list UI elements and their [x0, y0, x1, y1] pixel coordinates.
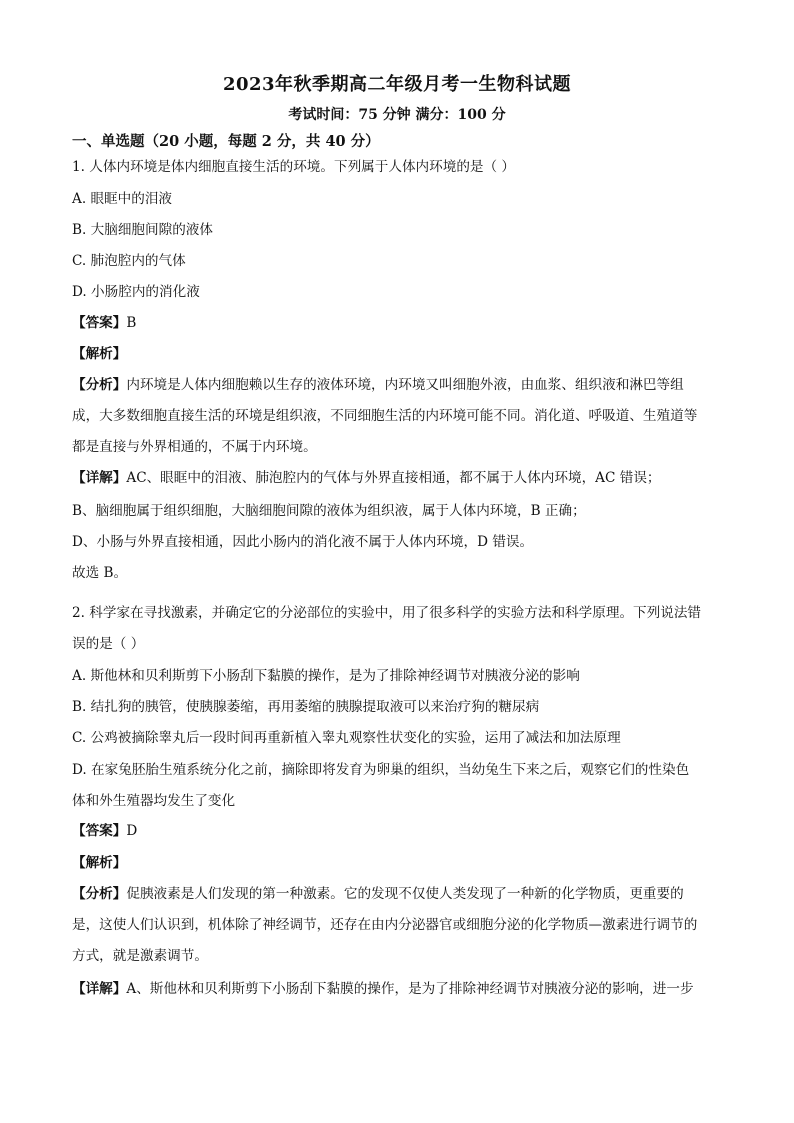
answer-value: B — [126, 315, 137, 331]
q2-fenxi-line-3: 方式，就是激素调节。 — [72, 948, 208, 964]
q2-analysis-tag: 【解析】 — [72, 855, 127, 871]
fenxi-tag: 【分析】 — [72, 886, 127, 902]
q1-xiangjie-line-3: D、小肠与外界直接相通，因此小肠内的消化液不属于人体内环境，D 错误。 — [72, 534, 534, 550]
q2-option-c: C. 公鸡被摘除睾丸后一段时间再重新植入睾丸观察性状变化的实验，运用了减法和加法原理 — [72, 730, 621, 746]
q1-option-a: A. 眼眶中的泪液 — [72, 191, 173, 207]
q1-analysis-tag: 【解析】 — [72, 346, 127, 362]
answer-tag: 【答案】 — [72, 315, 127, 331]
q1-fenxi-line-2: 成，大多数细胞直接生活的环境是组织液，不同细胞生活的内环境可能不同。消化道、呼吸道、生殖道等 — [72, 408, 698, 424]
q1-fenxi-line-3: 都是直接与外界相通的，不属于内环境。 — [72, 439, 317, 455]
q2-option-d-line-1: D. 在家兔胚胎生殖系统分化之前，摘除即将发育为卵巢的组织，当幼兔生下来之后，观察它们的性染色 — [72, 762, 690, 778]
q1-fenxi-line-1 — [72, 376, 724, 394]
xiangjie-text: A、斯他林和贝利斯剪下小肠刮下黏膜的操作，是为了排除神经调节对胰液分泌的影响，进一步 — [126, 981, 694, 997]
q1-answer — [72, 314, 724, 332]
q2-stem-line-1: 2. 科学家在寻找激素，并确定它的分泌部位的实验中，用了很多科学的实验方法和科学原理。下列说法错 — [72, 605, 702, 621]
exam-info: 考试时间：75 分钟 满分：100 分 — [288, 107, 506, 123]
q2-option-d-line-2: 体和外生殖器均发生了变化 — [72, 793, 236, 809]
q1-option-b: B. 大脑细胞间隙的液体 — [72, 222, 213, 238]
q1-xiangjie-line-1 — [72, 469, 724, 487]
answer-tag: 【答案】 — [72, 823, 127, 839]
xiangjie-tag: 【详解】 — [72, 981, 127, 997]
fenxi-text: 内环境是人体内细胞赖以生存的液体环境，内环境又叫细胞外液，由血浆、组织液和淋巴等组 — [126, 377, 684, 393]
q2-answer — [72, 822, 724, 840]
xiangjie-text: AC、眼眶中的泪液、肺泡腔内的气体与外界直接相通，都不属于人体内环境，AC 错误； — [126, 470, 661, 486]
q2-option-b: B. 结扎狗的胰管，使胰腺萎缩，再用萎缩的胰腺提取液可以来治疗狗的糖尿病 — [72, 699, 540, 715]
section-heading: 一、单选题（20 小题，每题 2 分，共 40 分） — [72, 133, 380, 150]
fenxi-tag: 【分析】 — [72, 377, 127, 393]
xiangjie-tag: 【详解】 — [72, 470, 127, 486]
q2-fenxi-line-2: 是，这使人们认识到，机体除了神经调节，还存在由内分泌器官或细胞分泌的化学物质—激素进行调节的 — [72, 917, 698, 933]
q1-option-d: D. 小肠腔内的消化液 — [72, 284, 200, 300]
q1-stem: 1. 人体内环境是体内细胞直接生活的环境。下列属于人体内环境的是（ ） — [72, 159, 516, 175]
q2-fenxi-line-1 — [72, 885, 724, 903]
q1-option-c: C. 肺泡腔内的气体 — [72, 253, 186, 269]
q1-conclusion: 故选 B。 — [72, 565, 128, 581]
q1-xiangjie-line-2: B、脑细胞属于组织细胞，大脑细胞间隙的液体为组织液，属于人体内环境，B 正确； — [72, 503, 586, 519]
q2-stem-line-2: 误的是（ ） — [72, 636, 145, 652]
page-title: 2023年秋季期高二年级月考一生物科试题 — [222, 74, 572, 95]
answer-value: D — [126, 823, 138, 839]
q2-xiangjie-line-1 — [72, 980, 724, 998]
fenxi-text: 促胰液素是人们发现的第一种激素。它的发现不仅使人类发现了一种新的化学物质，更重要的 — [126, 886, 684, 902]
q2-option-a: A. 斯他林和贝利斯剪下小肠刮下黏膜的操作，是为了排除神经调节对胰液分泌的影响 — [72, 668, 580, 684]
